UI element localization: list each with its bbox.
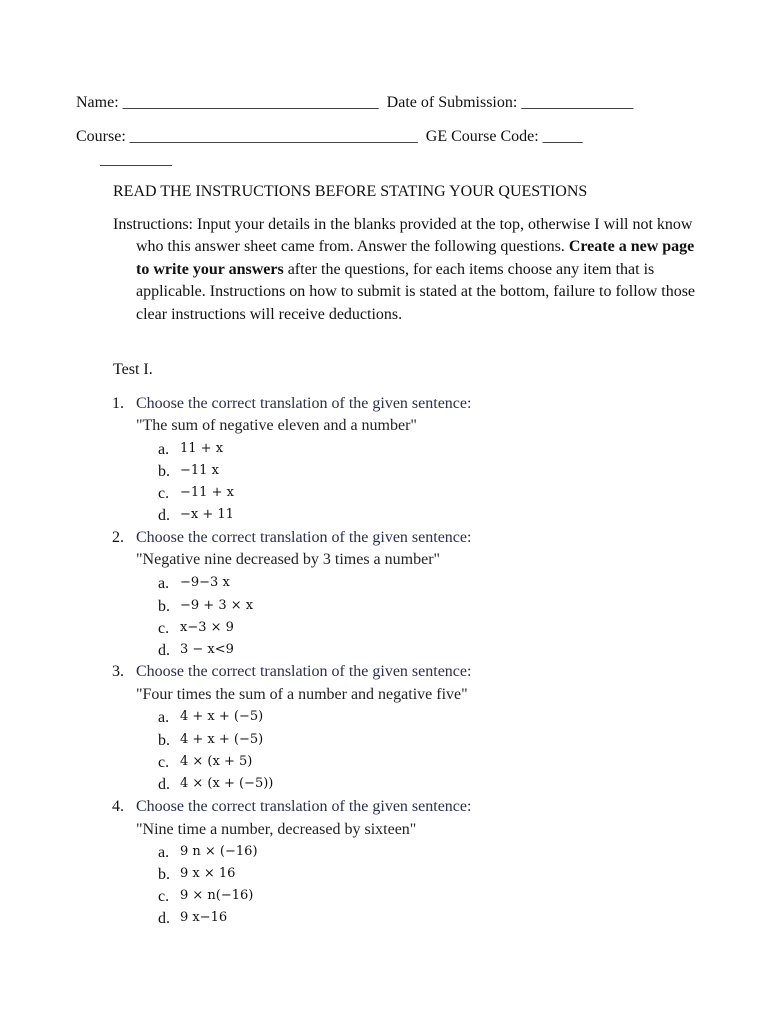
- ge-course-code-field-blank-continued[interactable]: _________: [100, 151, 172, 168]
- option-expression: 11 + x: [180, 441, 224, 456]
- option-expression: 9 n × (−16): [180, 844, 258, 859]
- option-expression: −11 + x: [180, 485, 234, 500]
- option-letter: c.: [158, 754, 170, 771]
- question-sentence: "Four times the sum of a number and negative five": [136, 686, 468, 703]
- option-expression: 9 × n(−16): [180, 888, 254, 903]
- question-sentence: "Nine time a number, decreased by sixteen": [136, 821, 417, 838]
- option-letter: d.: [158, 642, 170, 659]
- option-expression: −9−3 x: [180, 575, 230, 590]
- option-expression: −9 + 3 × x: [180, 598, 254, 613]
- question-prompt: Choose the correct translation of the given sentence:: [136, 395, 472, 412]
- course-row: [76, 126, 583, 148]
- option-letter: b.: [158, 732, 170, 749]
- option-expression: 9 x × 16: [180, 866, 236, 881]
- option-letter: c.: [158, 485, 170, 502]
- ge-course-code-field-blank[interactable]: _____: [542, 128, 583, 145]
- question-number: 3.: [112, 663, 124, 680]
- course-field-blank[interactable]: ____________________________________: [129, 128, 418, 145]
- option-letter: d.: [158, 910, 170, 927]
- option-expression: 3 − x<9: [180, 642, 234, 657]
- option-letter: d.: [158, 507, 170, 524]
- option-letter: c.: [158, 620, 170, 637]
- ge-course-code-label: GE Course Code:: [425, 128, 539, 145]
- option-expression: −x + 11: [180, 507, 234, 522]
- option-letter: d.: [158, 776, 170, 793]
- option-expression: 4 + x + (−5): [180, 732, 264, 747]
- question-sentence: "The sum of negative eleven and a number": [136, 417, 417, 434]
- instructions-bold-text: Create a new page to write your answers: [136, 238, 695, 278]
- question-sentence: "Negative nine decreased by 3 times a number": [136, 551, 441, 568]
- question-prompt: Choose the correct translation of the given sentence:: [136, 529, 472, 546]
- option-letter: a.: [158, 709, 170, 726]
- option-expression: x−3 × 9: [180, 620, 234, 635]
- option-letter: b.: [158, 866, 170, 883]
- question-number: 4.: [112, 798, 124, 815]
- course-label: Course:: [76, 128, 126, 145]
- option-letter: a.: [158, 441, 170, 458]
- option-expression: 9 x−16: [180, 910, 228, 925]
- test-label: Test I.: [113, 361, 153, 378]
- question-number: 1.: [112, 395, 124, 412]
- question-prompt: Choose the correct translation of the given sentence:: [136, 798, 472, 815]
- option-expression: −11 x: [180, 463, 219, 478]
- option-letter: b.: [158, 463, 170, 480]
- instructions-heading: READ THE INSTRUCTIONS BEFORE STATING YOUR QUESTIONS: [113, 183, 588, 200]
- option-letter: b.: [158, 598, 170, 615]
- option-letter: a.: [158, 844, 170, 861]
- date-of-submission-field-blank[interactable]: ______________: [521, 94, 634, 111]
- instructions-text-start: Instructions: Input your details in the blanks provided at the top, otherwise I will not know who this answer sheet came from. Answer the following questions.: [113, 216, 693, 256]
- name-field-blank[interactable]: ________________________________: [122, 94, 379, 111]
- option-expression: 4 × (x + 5): [180, 754, 253, 769]
- option-letter: a.: [158, 575, 170, 592]
- name-label: Name:: [76, 94, 119, 111]
- question-prompt: Choose the correct translation of the given sentence:: [136, 663, 472, 680]
- question-number: 2.: [112, 529, 124, 546]
- option-expression: 4 + x + (−5): [180, 709, 264, 724]
- instructions-text-end: after the questions, for each items choose any item that is applicable. Instructions on how to submit is stated at the bottom, failure to follow those clear instructions will receive deductions.: [136, 260, 696, 323]
- instructions-paragraph: [113, 214, 696, 326]
- option-expression: 4 × (x + (−5)): [180, 776, 274, 791]
- date-of-submission-label: Date of Submission:: [386, 94, 518, 111]
- option-letter: c.: [158, 888, 170, 905]
- name-row: [76, 92, 633, 114]
